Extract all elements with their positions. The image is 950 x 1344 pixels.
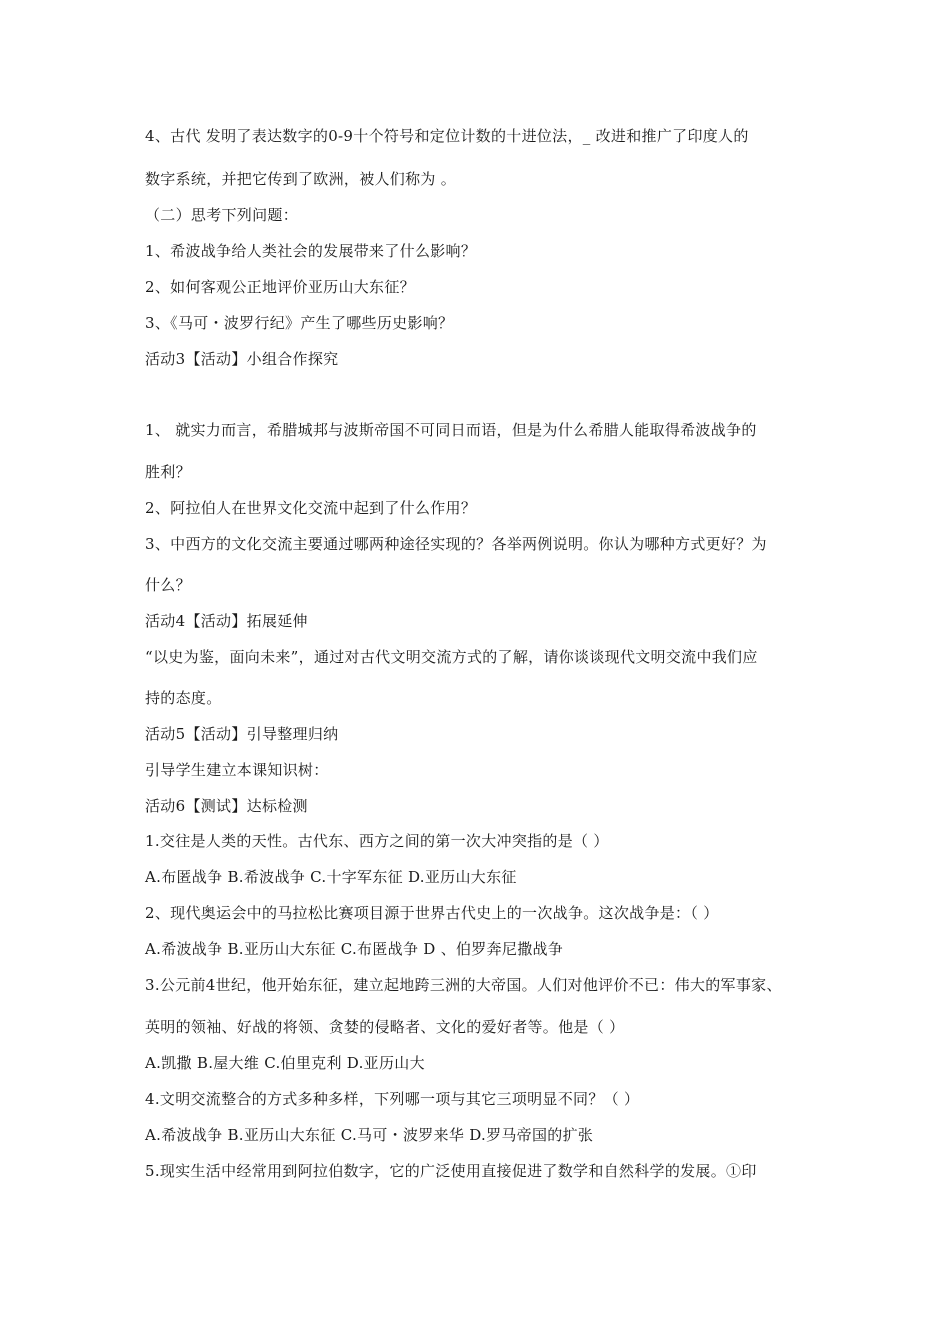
group-question-3-line-1: 3、中西方的文化交流主要通过哪两种途径实现的？各举两例说明。你认为哪种方式更好？为 (145, 535, 767, 553)
activity-4-heading: 活动4【活动】拓展延伸 (145, 612, 308, 630)
think-question-2: 2、如何客观公正地评价亚历山大东征？ (145, 278, 415, 296)
test-question-4: 4.文明交流整合的方式多种多样，下列哪一项与其它三项明显不同？（ ） (145, 1090, 640, 1108)
group-question-1-line-1: 1、 就实力而言，希腊城邦与波斯帝国不可同日而语，但是为什么希腊人能取得希波战争的 (145, 421, 757, 439)
activity-5-heading: 活动5【活动】引导整理归纳 (145, 725, 339, 743)
test-question-3-options: A.凯撒 B.屋大维 C.伯里克利 D.亚历山大 (145, 1054, 425, 1072)
group-question-3-line-2: 什么？ (145, 576, 191, 594)
group-question-2: 2、阿拉伯人在世界文化交流中起到了什么作用？ (145, 499, 477, 517)
think-question-1: 1、希波战争给人类社会的发展带来了什么影响？ (145, 242, 477, 260)
knowledge-tree-instruction: 引导学生建立本课知识树： (145, 761, 329, 779)
question-fill-blank-4-line-2: 数字系统，并把它传到了欧洲，被人们称为 。 (145, 170, 457, 188)
think-question-3: 3、《马可・波罗行纪》产生了哪些历史影响？ (145, 314, 454, 332)
test-question-4-options: A.希波战争 B.亚历山大东征 C.马可・波罗来华 D.罗马帝国的扩张 (145, 1126, 594, 1144)
question-fill-blank-4-line-1: 4、古代 发明了表达数字的0-9十个符号和定位计数的十进位法，_ 改进和推广了印度人的 (145, 127, 749, 145)
test-question-5-line-1: 5.现实生活中经常用到阿拉伯数字，它的广泛使用直接促进了数学和自然科学的发展。①印 (145, 1162, 757, 1180)
test-question-3-line-1: 3.公元前4世纪，他开始东征，建立起地跨三洲的大帝国。人们对他评价不已：伟大的军事家、 (145, 976, 782, 994)
test-question-2-options: A.希波战争 B.亚历山大东征 C.布匿战争 D 、伯罗奔尼撒战争 (145, 940, 564, 958)
test-question-2: 2、现代奥运会中的马拉松比赛项目源于世界古代史上的一次战争。这次战争是：（ ） (145, 904, 719, 922)
test-question-3-line-2: 英明的领袖、好战的将领、贪婪的侵略者、文化的爱好者等。他是（ ） (145, 1018, 625, 1036)
extension-question-line-1: “以史为鉴，面向未来”，通过对古代文明交流方式的了解，请你谈谈现代文明交流中我们应 (145, 648, 758, 666)
extension-question-line-2: 持的态度。 (145, 689, 222, 707)
activity-6-heading: 活动6【测试】达标检测 (145, 797, 308, 815)
test-question-1-options: A.布匿战争 B.希波战争 C.十字军东征 D.亚历山大东征 (145, 868, 517, 886)
activity-3-heading: 活动3【活动】小组合作探究 (145, 350, 339, 368)
group-question-1-line-2: 胜利？ (145, 463, 191, 481)
section-heading-think: （二）思考下列问题： (145, 206, 299, 224)
test-question-1: 1.交往是人类的天性。古代东、西方之间的第一次大冲突指的是（ ） (145, 832, 609, 850)
